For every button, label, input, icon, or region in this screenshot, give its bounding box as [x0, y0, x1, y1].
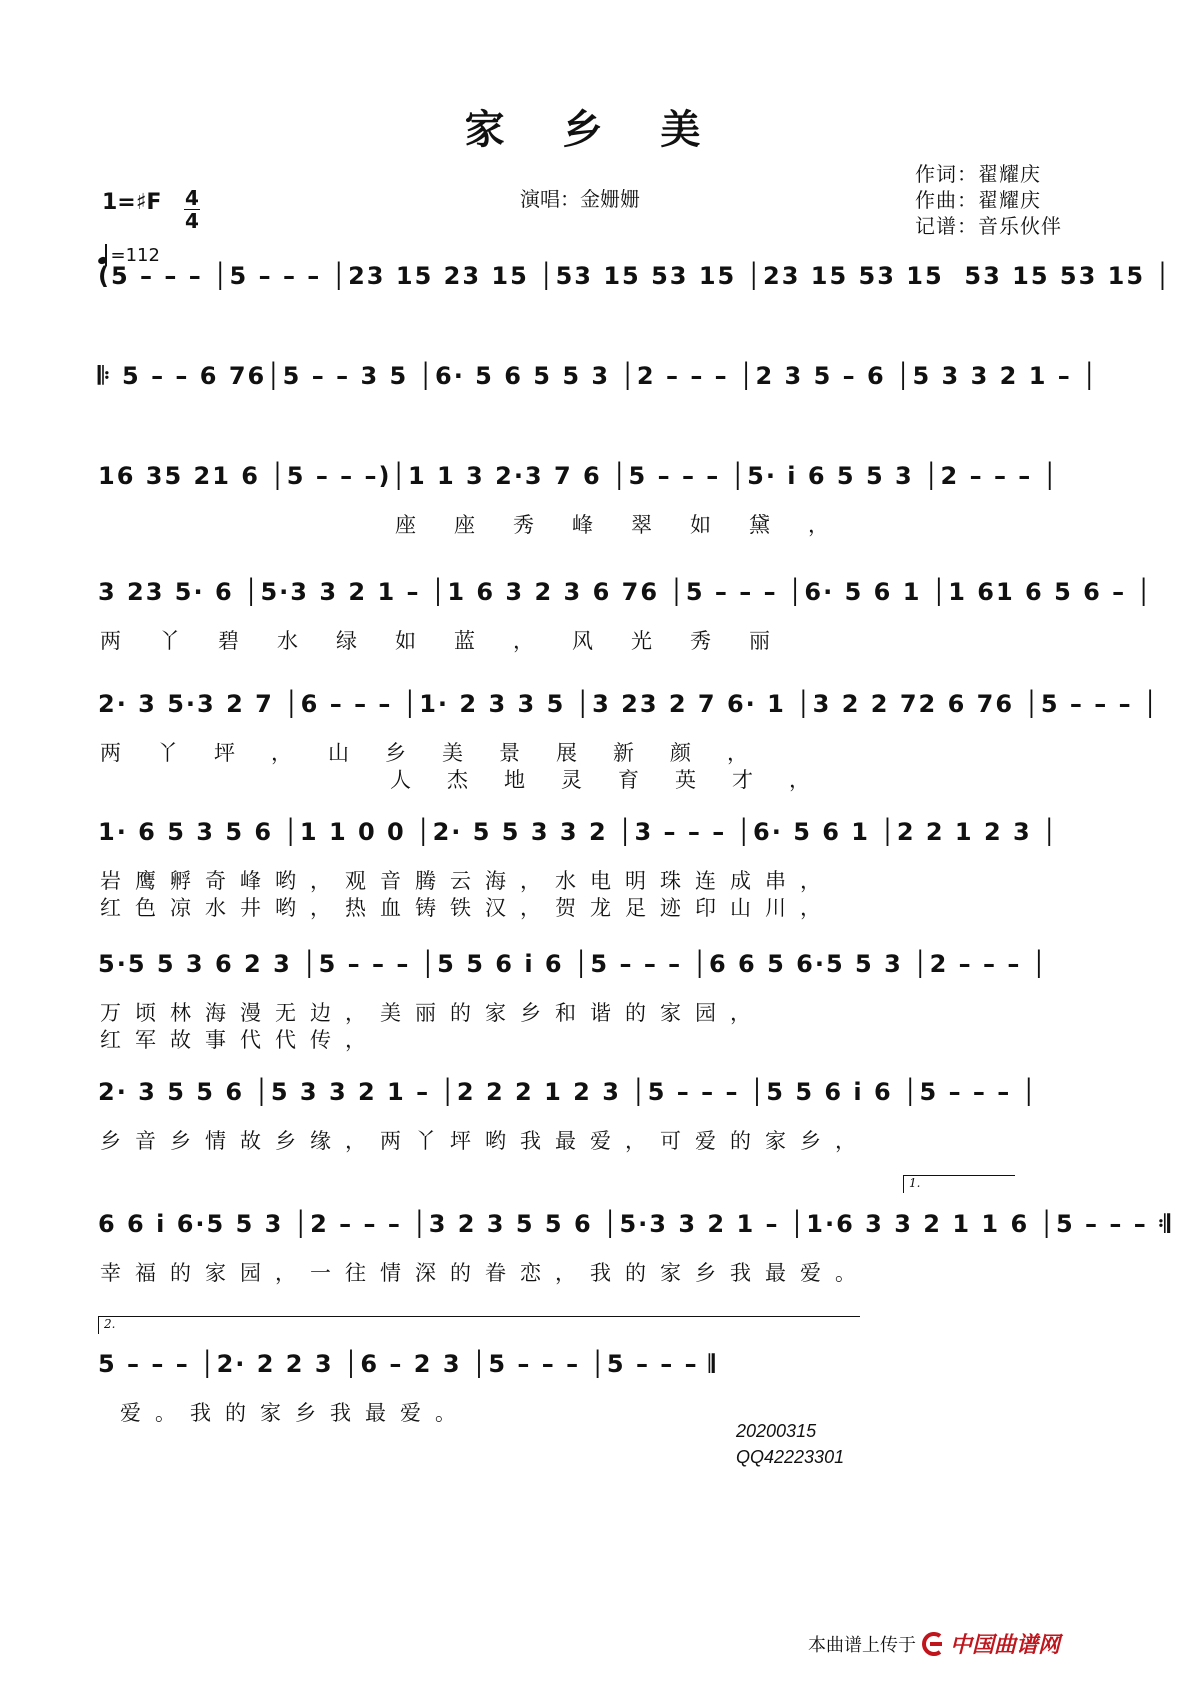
upload-date: 20200315	[736, 1421, 817, 1441]
lyric-line: 红军故事代代传，	[100, 1028, 380, 1052]
footer-brand-a: 中国	[950, 1633, 995, 1658]
site-logo-icon	[920, 1632, 946, 1656]
lyric-line: 幸福的家园，一往情深的眷恋，我的家乡我最爱。	[100, 1261, 870, 1285]
singer-credit: 演唱：金姗姗	[520, 187, 640, 211]
lyric-line: 两丫坪，山乡美景展新颜，	[100, 741, 784, 765]
notation-line: 3 23 5· 6 │5·3 3 2 1 – │1 6 3 2 3 6 76 │5 – – – │6· 5 6 1 │1 61 6 5 6 – │	[98, 578, 1153, 606]
notation-line: 5 – – – │2· 2 2 3 │6 – 2 3 │5 – – – │5 – – – 𝄂	[98, 1350, 717, 1378]
second-ending-label: 2.	[104, 1317, 116, 1331]
site-footer	[808, 1628, 1060, 1659]
second-ending-bracket	[98, 1316, 860, 1317]
lyric-line: 岩鹰孵奇峰哟，观音腾云海，水电明珠连成串，	[100, 869, 835, 893]
transcriber-credit: 记谱：音乐伙伴	[915, 214, 1062, 238]
lyricist-credit: 作词：翟耀庆	[915, 162, 1041, 186]
key-signature: 1=♯F	[102, 190, 162, 215]
tempo-value: =112	[110, 245, 160, 266]
composer-credit: 作曲：翟耀庆	[915, 188, 1041, 212]
first-ending-label: 1.	[909, 1176, 921, 1190]
notation-line: 6 6 i 6·5 5 3 │2 – – – │3 2 3 5 5 6 │5·3 3 2 1 – │1·6 3 3 2 1 1 6 │5 – – – 𝄇	[98, 1210, 1172, 1238]
footer-brand-b: 曲谱网	[994, 1633, 1061, 1658]
lyric-line: 人杰地灵育英才，	[390, 768, 846, 792]
lyric-line: 座座秀峰翠如黛，	[395, 513, 867, 537]
lyric-line: 两丫碧水绿如蓝，风光秀丽	[100, 629, 808, 653]
notation-line: 𝄆 5 – – 6 76│5 – – 3 5 │6· 5 6 5 5 3 │2 – – – │2 3 5 – 6 │5 3 3 2 1 – │	[98, 362, 1099, 390]
lyric-line: 万顷林海漫无边，美丽的家乡和谐的家园，	[100, 1001, 765, 1025]
notation-line: 5·5 5 3 6 2 3 │5 – – – │5 5 6 i 6 │5 – – – │6 6 5 6·5 5 3 │2 – – – │	[98, 950, 1049, 978]
uploader-qq: QQ42223301	[736, 1447, 845, 1467]
lyric-line: 乡音乡情故乡缘，两丫坪哟我最爱，可爱的家乡，	[100, 1129, 870, 1153]
lyric-line: 红色凉水井哟，热血铸铁汉，贺龙足迹印山川，	[100, 896, 835, 920]
notation-line: (5 – – – │5 – – – │23 15 23 15 │53 15 53 15 │23 15 53 15 53 15 53 15 │	[98, 262, 1172, 290]
notation-line: 2· 3 5 5 6 │5 3 3 2 1 – │2 2 2 1 2 3 │5 – – – │5 5 6 i 6 │5 – – – │	[98, 1078, 1039, 1106]
first-ending-edge	[903, 1175, 904, 1193]
notation-line: 2· 3 5·3 2 7 │6 – – – │1· 2 3 3 5 │3 23 2 7 6· 1 │3 2 2 72 6 76 │5 – – – │	[98, 690, 1160, 718]
time-signature-bottom: 4	[185, 209, 199, 233]
footer-text: 本曲谱上传于	[808, 1634, 916, 1656]
second-ending-edge	[98, 1316, 99, 1334]
page-title: 家 乡 美	[464, 106, 723, 153]
time-signature	[184, 188, 200, 231]
time-signature-top: 4	[185, 186, 199, 210]
lyric-line: 爱。我的家乡我最爱。	[120, 1401, 470, 1425]
notation-line: 1· 6 5 3 5 6 │1 1 0 0 │2· 5 5 3 3 2 │3 – – – │6· 5 6 1 │2 2 1 2 3 │	[98, 818, 1059, 846]
notation-line: 16 35 21 6 │5 – – –)│1 1 3 2·3 7 6 │5 – – – │5· i 6 5 5 3 │2 – – – │	[98, 462, 1060, 490]
